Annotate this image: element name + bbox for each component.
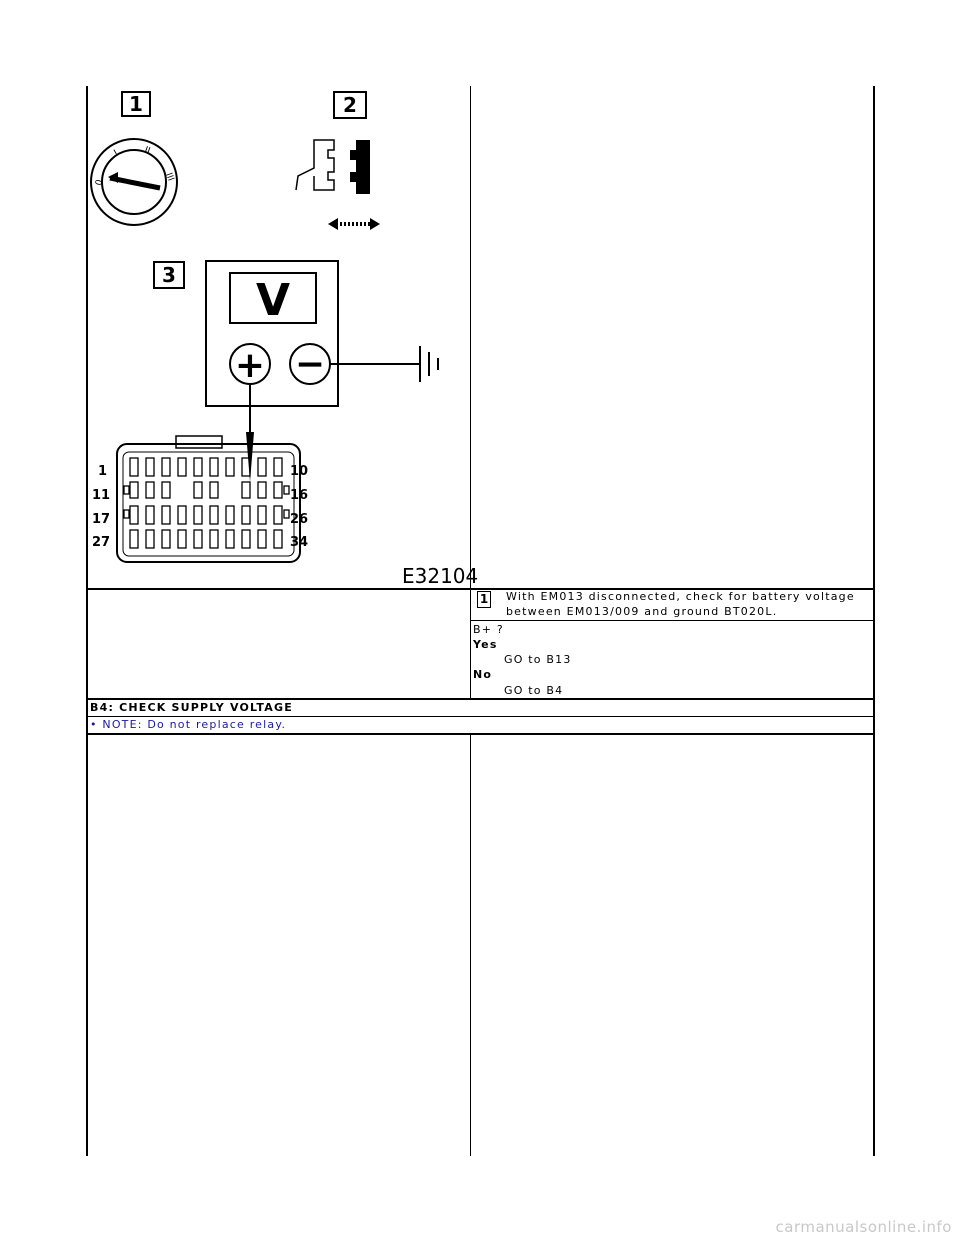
section-note: • NOTE: Do not replace relay. xyxy=(90,718,287,731)
svg-text:II: II xyxy=(142,145,152,157)
column-divider-top xyxy=(470,86,471,698)
result-question: B+ ? xyxy=(473,623,504,636)
callout-3-label: 3 xyxy=(162,263,176,287)
ignition-switch-icon xyxy=(91,139,177,225)
result-no-label: No xyxy=(473,668,493,681)
meter-display-label: V xyxy=(255,275,291,326)
figure-id-label: E32104 xyxy=(402,564,479,588)
pin-label-11: 11 xyxy=(92,488,111,503)
voltmeter-icon xyxy=(206,261,438,482)
row-divider-note xyxy=(86,733,875,735)
step-instruction-line1: With EM013 disconnected, check for battery voltage xyxy=(506,590,855,603)
pin-label-34: 34 xyxy=(290,535,309,550)
step-instruction-line2: between EM013/009 and ground BT020L. xyxy=(506,605,778,618)
callout-3 xyxy=(154,262,184,288)
svg-text:0: 0 xyxy=(94,178,106,187)
callout-1-label: 1 xyxy=(129,92,143,116)
result-no-action: GO to B4 xyxy=(504,684,564,697)
table-border-right xyxy=(873,86,875,1156)
watermark-text: carmanualsonline.info xyxy=(775,1218,952,1236)
column-divider-bottom xyxy=(470,735,471,1156)
result-yes-label: Yes xyxy=(473,638,498,651)
step-number: 1 xyxy=(479,592,489,606)
footer-watermark xyxy=(0,1218,960,1236)
connector-disconnect-icon xyxy=(296,140,380,230)
pin-label-26: 26 xyxy=(290,512,309,527)
meter-plus-label: + xyxy=(234,345,266,386)
callout-2 xyxy=(334,92,366,118)
result-yes-action: GO to B13 xyxy=(504,653,572,666)
pin-label-27: 27 xyxy=(92,535,111,550)
test-diagram xyxy=(88,80,479,588)
pin-label-16: 16 xyxy=(290,488,309,503)
meter-minus-label: − xyxy=(294,344,326,385)
pin-label-1: 1 xyxy=(98,464,108,479)
row-divider-heading xyxy=(86,716,875,717)
callout-1 xyxy=(122,92,150,116)
multi-pin-connector-icon xyxy=(117,436,300,562)
svg-text:I: I xyxy=(112,148,120,159)
section-heading: B4: CHECK SUPPLY VOLTAGE xyxy=(90,701,293,714)
callout-2-label: 2 xyxy=(343,93,357,117)
pin-label-10: 10 xyxy=(290,464,309,479)
svg-text:III: III xyxy=(163,171,176,183)
row-divider-result xyxy=(470,620,875,621)
step-number-box xyxy=(477,591,491,608)
row-divider-section xyxy=(86,698,875,700)
pin-label-17: 17 xyxy=(92,512,111,527)
